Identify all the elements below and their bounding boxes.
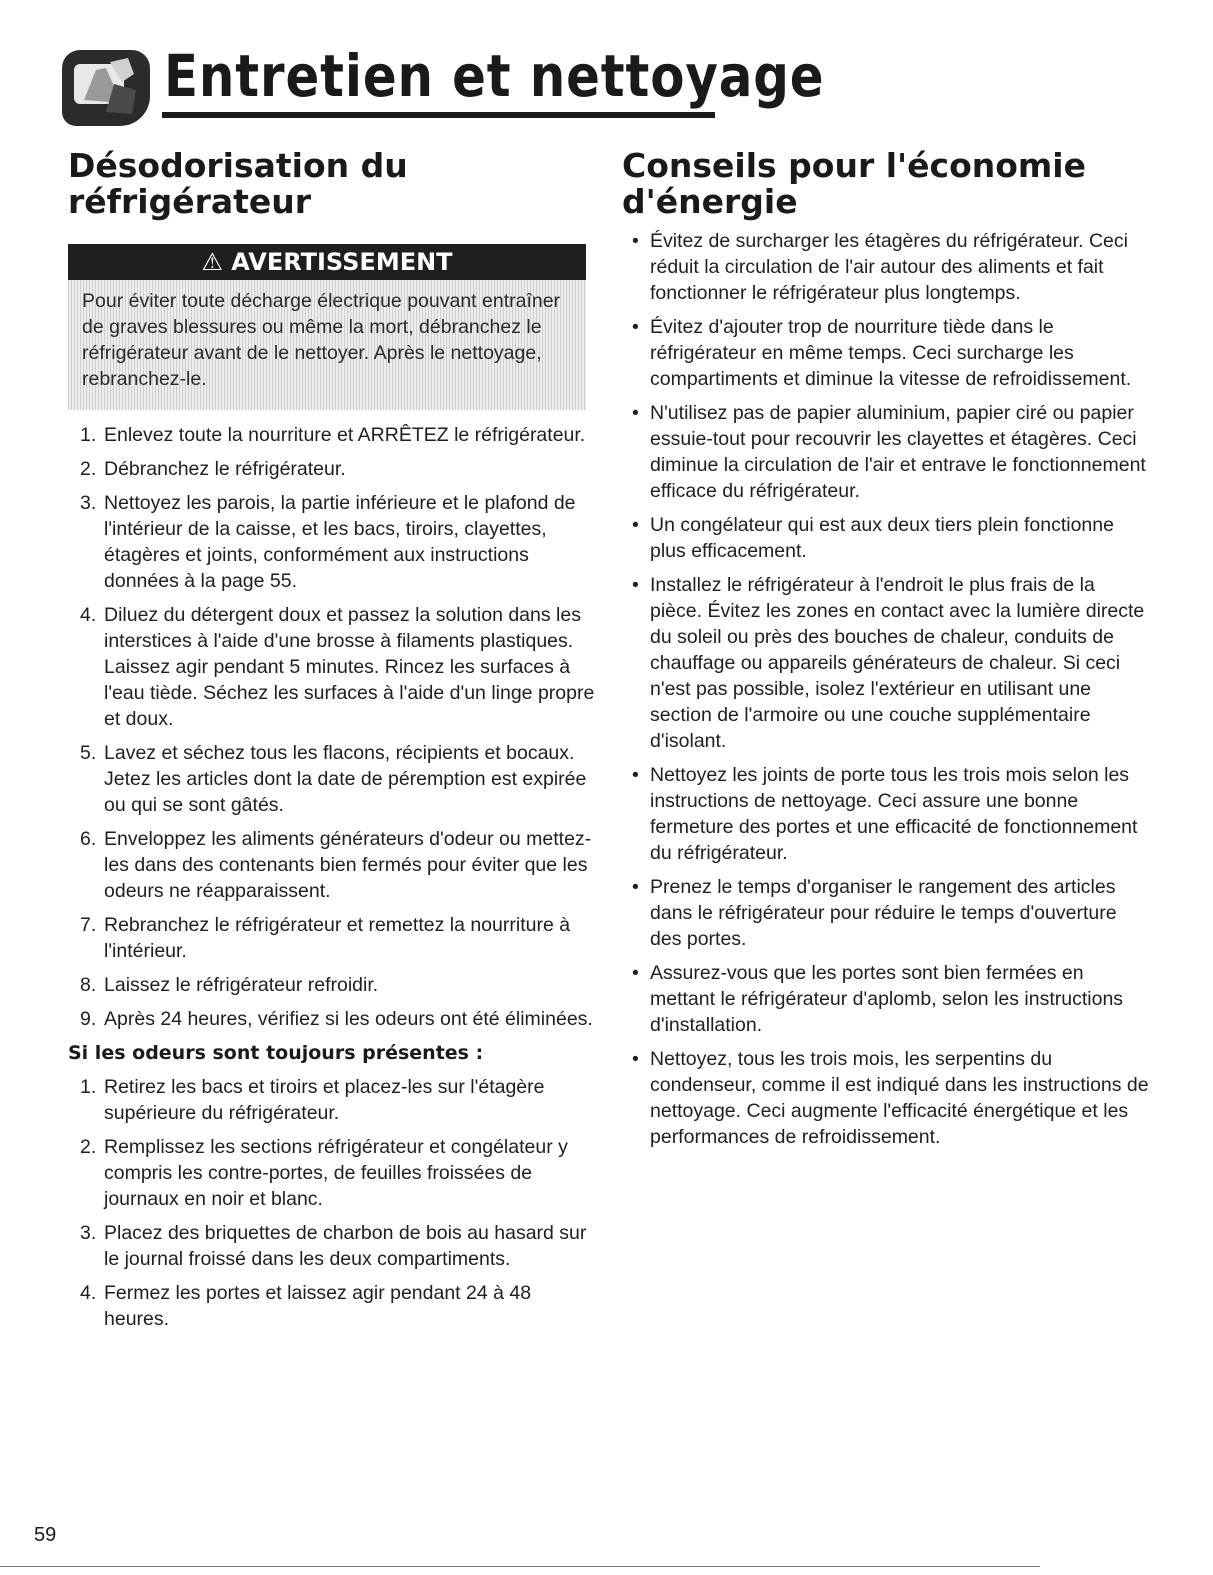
step-number: 5.	[80, 742, 97, 764]
step-number: 2.	[80, 1136, 97, 1158]
step-number: 4.	[80, 604, 97, 626]
tip-text: Évitez de surcharger les étagères du réfrigérateur. Ceci réduit la circulation de l'air autour des aliments et fait fonctionner le réfrigérateur plus longtemps.	[650, 230, 1128, 304]
step-text: Remplissez les sections réfrigérateur et congélateur y compris les contre-portes, de feuilles froissées de journaux en noir et blanc.	[104, 1136, 568, 1210]
step-number: 1.	[80, 1076, 97, 1098]
bullet: •	[632, 514, 639, 536]
tip-text: Nettoyez les joints de porte tous les trois mois selon les instructions de nettoyage. Ceci assure une bonne fermeture des portes et une efficacité de fonctionnement du réfrigérateur.	[650, 764, 1138, 864]
list-item	[622, 572, 1152, 754]
tip-text: Installez le réfrigérateur à l'endroit le plus frais de la pièce. Évitez les zones en contact avec la lumière directe du soleil ou près des bouches de chaleur, conduits de chauffage ou appareils générateurs de chaleur. Si ceci n'est pas possible, isolez l'extérieur en utilisant une section de l'armoire ou une couche supplémentaire d'isolant.	[650, 574, 1145, 752]
list-item	[622, 1046, 1152, 1150]
section-title-energy	[622, 148, 1152, 220]
list-item	[68, 602, 598, 732]
list-item	[68, 740, 598, 818]
list-item	[622, 512, 1152, 564]
left-column	[68, 148, 598, 1340]
bullet: •	[632, 230, 639, 252]
step-text: Placez des briquettes de charbon de bois au hasard sur le journal froissé dans les deux compartiments.	[104, 1222, 587, 1270]
title-line: Désodorisation du	[68, 146, 408, 185]
list-item	[622, 228, 1152, 306]
list-item	[68, 1074, 598, 1126]
bullet: •	[632, 876, 639, 898]
page-title: Entretien et nettoyage	[164, 42, 825, 110]
step-number: 1.	[80, 424, 97, 446]
tip-text: Un congélateur qui est aux deux tiers plein fonctionne plus efficacement.	[650, 514, 1114, 562]
tip-text: Évitez d'ajouter trop de nourriture tiède dans le réfrigérateur en même temps. Ceci surcharge les compartiments et diminue la vitesse de refroidissement.	[650, 316, 1132, 390]
step-text: Fermez les portes et laissez agir pendant 24 à 48 heures.	[104, 1282, 532, 1330]
step-number: 9.	[80, 1008, 97, 1030]
title-line: réfrigérateur	[68, 182, 312, 221]
step-text: Nettoyez les parois, la partie inférieure et le plafond de l'intérieur de la caisse, et les bacs, tiroirs, clayettes, étagères et joints, conformément aux instructions données à la page 55.	[104, 492, 576, 592]
subheading: Si les odeurs sont toujours présentes :	[68, 1042, 484, 1064]
page-header	[62, 42, 825, 124]
step-number: 3.	[80, 492, 97, 514]
cleaning-hand-icon	[62, 50, 150, 126]
tip-text: Prenez le temps d'organiser le rangement des articles dans le réfrigérateur pour réduire le temps d'ouverture des portes.	[650, 876, 1117, 950]
step-text: Enveloppez les aliments générateurs d'odeur ou mettez-les dans des contenants bien fermés pour éviter que les odeurs ne réapparaissent.	[104, 828, 592, 902]
warning-box	[68, 244, 586, 414]
tip-text: Assurez-vous que les portes sont bien fermées en mettant le réfrigérateur d'aplomb, selon les instructions d'installation.	[650, 962, 1124, 1036]
energy-tips	[622, 228, 1152, 1150]
odor-persistent-steps	[68, 1074, 598, 1332]
header-underline	[162, 112, 715, 118]
tip-text: Nettoyez, tous les trois mois, les serpentins du condenseur, comme il est indiqué dans les instructions de nettoyage. Ceci augmente l'efficacité énergétique et les performances de refroidissement.	[650, 1048, 1149, 1148]
deodorize-steps	[68, 422, 598, 1032]
step-text: Retirez les bacs et tiroirs et placez-les sur l'étagère supérieure du réfrigérateur.	[104, 1076, 545, 1124]
title-line: Conseils pour l'économie	[622, 146, 1086, 185]
step-number: 2.	[80, 458, 97, 480]
list-item	[68, 422, 598, 448]
step-number: 6.	[80, 828, 97, 850]
list-item	[622, 314, 1152, 392]
footer-rule	[0, 1566, 1040, 1567]
list-item	[622, 960, 1152, 1038]
list-item	[622, 400, 1152, 504]
list-item	[68, 972, 598, 998]
list-item	[68, 490, 598, 594]
warning-text: Pour éviter toute décharge électrique pouvant entraîner de graves blessures ou même la mort, débranchez le réfrigérateur avant de le nettoyer. Après le nettoyage, rebranchez-le.	[68, 280, 586, 410]
list-item	[68, 1006, 598, 1032]
step-number: 3.	[80, 1222, 97, 1244]
list-item	[68, 912, 598, 964]
right-column	[622, 148, 1152, 1158]
page-number: 59	[34, 1524, 57, 1546]
tip-text: N'utilisez pas de papier aluminium, papier ciré ou papier essuie-tout pour recouvrir les clayettes et étagères. Ceci diminue la circulation de l'air et entrave le fonctionnement efficace du réfrigérateur.	[650, 402, 1146, 502]
bullet: •	[632, 574, 639, 596]
list-item	[68, 1220, 598, 1272]
step-text: Laissez le réfrigérateur refroidir.	[104, 974, 379, 996]
step-text: Diluez du détergent doux et passez la solution dans les interstices à l'aide d'une brosse à filaments plastiques. Laissez agir pendant 5 minutes. Rincez les surfaces à l'eau tiède. Séchez les surfaces à l'aide d'un linge propre et doux.	[104, 604, 595, 730]
bullet: •	[632, 316, 639, 338]
bullet: •	[632, 962, 639, 984]
step-text: Débranchez le réfrigérateur.	[104, 458, 346, 480]
warning-label: ⚠ AVERTISSEMENT	[68, 244, 586, 280]
list-item	[68, 456, 598, 482]
list-item	[622, 762, 1152, 866]
step-text: Lavez et séchez tous les flacons, récipients et bocaux. Jetez les articles dont la date de péremption est expirée ou qui se sont gâtés.	[104, 742, 587, 816]
section-title-deodorize	[68, 148, 598, 220]
list-item	[68, 1134, 598, 1212]
bullet: •	[632, 764, 639, 786]
step-number: 7.	[80, 914, 97, 936]
list-item	[68, 826, 598, 904]
bullet: •	[632, 1048, 639, 1070]
step-number: 8.	[80, 974, 97, 996]
step-text: Enlevez toute la nourriture et ARRÊTEZ le réfrigérateur.	[104, 424, 586, 446]
title-line: d'énergie	[622, 182, 798, 221]
list-item	[622, 874, 1152, 952]
step-text: Après 24 heures, vérifiez si les odeurs ont été éliminées.	[104, 1008, 593, 1030]
list-item	[68, 1280, 598, 1332]
step-number: 4.	[80, 1282, 97, 1304]
step-text: Rebranchez le réfrigérateur et remettez la nourriture à l'intérieur.	[104, 914, 571, 962]
bullet: •	[632, 402, 639, 424]
